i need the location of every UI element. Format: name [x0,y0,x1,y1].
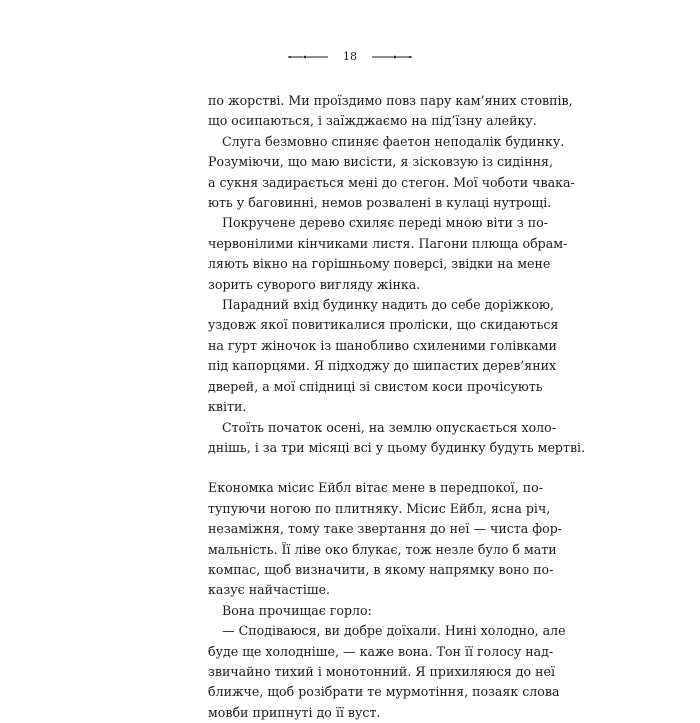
text-line: ближче, щоб розібрати те мурмотіння, позаяк слова [208,684,560,700]
text-line: Розуміючи, що маю висісти, я зісковзую із сидіння, [208,154,553,170]
text-line: червонілими кінчиками листя. Пагони плюща обрам- [208,235,568,251]
text-line: дверей, а мої спідниці зі свистом коси прочісують [208,378,543,394]
text-line: незаміжня, тому таке звертання до неї — чиста фор- [208,521,563,537]
section-break [208,458,514,478]
text-line: Економка місис Ейбл вітає мене в передпокої, по- [208,480,543,496]
text-line: ляють вікно на горішньому поверсі, звідки на мене [208,256,551,272]
text-line: казує найчастіше. [208,582,331,598]
text-line: що осипаються, і заїжджаємо на під’їзну алейку. [208,113,537,129]
text-line: Стоїть початок осені, на землю опускається холо- [222,419,556,435]
text-line: Слуга безмовно спиняє фаетон неподалік будинку. [222,133,565,149]
text-line: мовби припнуті до її вуст. [208,704,381,720]
text-line: на гурт жіночок із шанобливо схиленими голівками [208,337,557,353]
paragraph [208,418,586,459]
body-text [208,91,586,723]
paragraph [208,91,573,132]
paragraph [208,132,575,214]
paragraph [208,621,566,723]
paragraph [208,213,568,295]
text-line: буде ще холодніше, — каже вона. Тон її голосу над- [208,643,554,659]
left-ornament-icon [287,53,329,61]
text-line: мальність. Її ліве око блукає, тож незле було б мати [208,541,557,557]
paragraph [208,601,514,621]
text-line: Покручене дерево схиляє переді мною віти з по- [222,215,548,231]
text-line: тупуючи ногою по плитняку. Місис Ейбл, ясна річ, [208,500,551,516]
text-line: звичайно тихий і монотонний. Я прихиляюся до неї [208,663,555,679]
text-line: зорить суворого вигляду жінка. [208,276,421,292]
page-number: 18 [343,50,357,63]
text-line: Вона прочищає горло: [222,602,372,618]
text-line: а сукня задирається мені до стегон. Мої чоботи чвака- [208,174,575,190]
running-header [0,50,700,63]
text-line: по жорстві. Ми проїздимо повз пару кам’яних стовпів, [208,93,573,108]
text-line: під капорцями. Я підходжу до шипастих дерев’яних [208,358,557,374]
paragraph [208,478,563,600]
paragraph [208,295,559,417]
text-line: квіти. [208,399,247,415]
text-line: — Сподіваюся, ви добре доїхали. Нині холодно, але [222,623,566,639]
text-line: днішь, і за три місяці всі у цьому будинку будуть мертві. [208,439,586,455]
text-line: уздовж якої повитикалися проліски, що скидаються [208,317,559,333]
text-line: компас, щоб визначити, в якому напрямку воно по- [208,561,554,577]
text-line: ють у баговинні, немов розвалені в кулаці нутрощі. [208,195,552,211]
text-line: Парадний вхід будинку надить до себе доріжкою, [222,297,554,313]
right-ornament-icon [371,53,413,61]
